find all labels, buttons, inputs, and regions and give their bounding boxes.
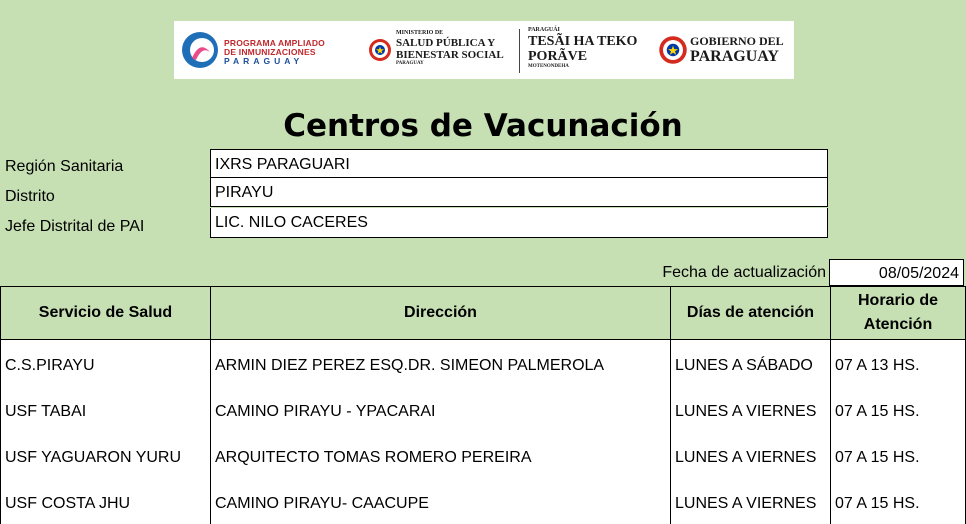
page-title: Centros de Vacunación xyxy=(283,108,683,144)
gobierno-seal-icon xyxy=(658,35,688,65)
pai-logo-icon xyxy=(180,30,220,70)
pai-logo-text: PROGRAMA AMPLIADO DE INMUNIZACIONES PARAGUAY xyxy=(224,38,325,66)
cell-dias[interactable]: LUNES A SÁBADO xyxy=(671,340,831,387)
table-row xyxy=(1,478,966,524)
region-label: Región Sanitaria xyxy=(5,158,124,175)
cell-servicio[interactable]: USF COSTA JHU xyxy=(1,478,211,524)
cell-dias[interactable]: LUNES A VIERNES xyxy=(671,432,831,478)
cell-direccion[interactable]: ARMIN DIEZ PEREZ ESQ.DR. SIMEON PALMEROLA xyxy=(211,340,671,387)
cell-servicio[interactable]: USF TABAI xyxy=(1,386,211,432)
jefe-field[interactable]: LIC. NILO CACERES xyxy=(210,208,828,238)
table-row xyxy=(1,432,966,478)
header-dias: Días de atención xyxy=(671,287,831,340)
table-row xyxy=(1,386,966,432)
tesai-logo-text: PARAGUÁI TESÃI HA TEKO PORÃVE MOTENONDEHA xyxy=(528,27,638,69)
paraguay-seal-icon xyxy=(368,38,392,62)
table-row xyxy=(1,340,966,387)
cell-servicio[interactable]: C.S.PIRAYU xyxy=(1,340,211,387)
cell-dias[interactable]: LUNES A VIERNES xyxy=(671,478,831,524)
header-direccion: Dirección xyxy=(211,287,671,340)
cell-horario[interactable]: 07 A 13 HS. xyxy=(831,340,966,387)
centros-table xyxy=(0,286,966,524)
logo-divider xyxy=(519,29,520,73)
cell-horario[interactable]: 07 A 15 HS. xyxy=(831,386,966,432)
fecha-field[interactable]: 08/05/2024 xyxy=(829,259,964,286)
cell-horario[interactable]: 07 A 15 HS. xyxy=(831,432,966,478)
distrito-field[interactable]: PIRAYU xyxy=(210,178,828,207)
distrito-label: Distrito xyxy=(5,188,55,205)
jefe-label: Jefe Distrital de PAI xyxy=(5,218,145,235)
cell-direccion[interactable]: CAMINO PIRAYU- CAACUPE xyxy=(211,478,671,524)
cell-dias[interactable]: LUNES A VIERNES xyxy=(671,386,831,432)
cell-horario[interactable]: 07 A 15 HS. xyxy=(831,478,966,524)
table-header-row xyxy=(1,287,966,340)
msp-logo-text: MINISTERIO DE SALUD PÚBLICA Y BIENESTAR SOCIAL PARAGUAY xyxy=(396,30,504,66)
header-servicio: Servicio de Salud xyxy=(1,287,211,340)
fecha-label: Fecha de actualización xyxy=(662,264,826,281)
cell-servicio[interactable]: USF YAGUARON YURU xyxy=(1,432,211,478)
logo-banner xyxy=(174,21,794,79)
gobierno-logo-text: GOBIERNO DEL PARAGUAY xyxy=(690,34,784,65)
header-horario: Horario de Atención xyxy=(831,287,966,340)
cell-direccion[interactable]: CAMINO PIRAYU - YPACARAI xyxy=(211,386,671,432)
cell-direccion[interactable]: ARQUITECTO TOMAS ROMERO PEREIRA xyxy=(211,432,671,478)
region-field[interactable]: IXRS PARAGUARI xyxy=(210,149,828,178)
